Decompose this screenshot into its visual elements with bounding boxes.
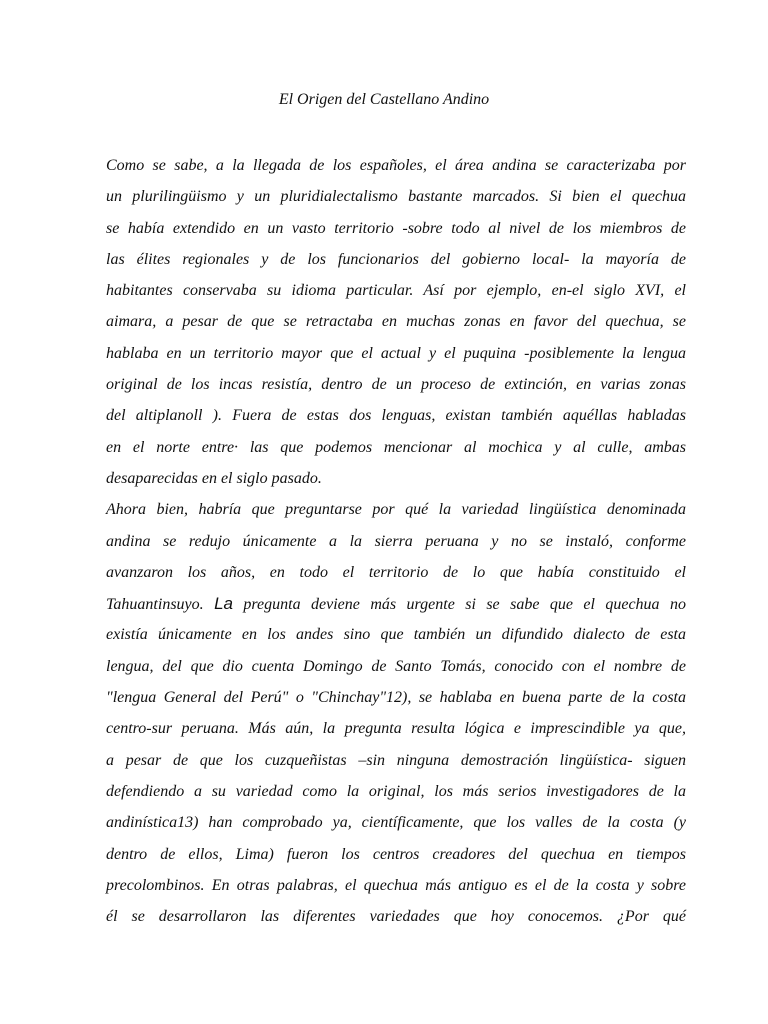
text-line: las élites regionales y de los funcionarios del gobierno local- la mayoría de xyxy=(106,250,686,268)
text-line: "lengua General del Perú" o "Chinchay"12), se hablaba en buena parte de la costa xyxy=(106,689,686,707)
document-body xyxy=(106,150,686,932)
text-line: andinística13) han comprobado ya, científicamente, que los valles de la costa (y xyxy=(106,814,686,832)
text-line: lengua, del que dio cuenta Domingo de Santo Tomás, conocido con el nombre de xyxy=(106,657,686,675)
text-line-mixed xyxy=(106,588,686,619)
text-run: pregunta deviene más urgente si se sabe que el quechua no xyxy=(233,596,686,614)
text-line: andina se redujo únicamente a la sierra peruana y no se instaló, conforme xyxy=(106,532,686,550)
text-line: él se desarrollaron las diferentes variedades que hoy conocemos. ¿Por qué xyxy=(106,908,686,926)
text-line: original de los incas resistía, dentro de un proceso de extinción, en varias zonas xyxy=(106,376,686,394)
text-line: Ahora bien, habría que preguntarse por qué la variedad lingüística denominada xyxy=(106,501,686,519)
text-line: avanzaron los años, en todo el territorio de lo que había constituido el xyxy=(106,563,686,581)
text-line: Como se sabe, a la llegada de los españoles, el área andina se caracterizaba por xyxy=(106,157,686,174)
document-title: El Origen del Castellano Andino xyxy=(278,91,490,108)
text-line: en el norte entre· las que podemos mencionar al mochica y al culle, ambas xyxy=(106,438,686,456)
text-run: Tahuantinsuyo. xyxy=(106,596,215,614)
text-line: a pesar de que los cuzqueñistas –sin ninguna demostración lingüística- siguen xyxy=(106,751,686,769)
text-line: dentro de ellos, Lima) fueron los centros creadores del quechua en tiempos xyxy=(106,845,686,863)
text-line: un plurilingüismo y un pluridialectalismo bastante marcados. Si bien el quechua xyxy=(106,188,686,206)
paragraph-1 xyxy=(106,150,686,494)
text-line: hablaba en un territorio mayor que el actual y el puquina -posiblemente la lengua xyxy=(106,344,686,362)
text-line: existía únicamente en los andes sino que también un difundido dialecto de esta xyxy=(106,626,686,644)
text-line: del altiplanoll ). Fuera de estas dos lenguas, existan también aquéllas habladas xyxy=(106,407,686,425)
text-line: se había extendido en un vasto territorio -sobre todo al nivel de los miembros de xyxy=(106,219,686,237)
text-line: desaparecidas en el siglo pasado. xyxy=(106,469,322,487)
text-line: precolombinos. En otras palabras, el quechua más antiguo es el de la costa y sobre xyxy=(106,876,686,894)
text-run-sans: La xyxy=(214,594,233,614)
text-line: defendiendo a su variedad como la original, los más serios investigadores de la xyxy=(106,782,686,800)
text-line: centro-sur peruana. Más aún, la pregunta resulta lógica e imprescindible ya que, xyxy=(106,720,686,738)
text-line: habitantes conservaba su idioma particular. Así por ejemplo, en-el siglo XVI, el xyxy=(106,282,686,300)
text-line: aimara, a pesar de que se retractaba en muchas zonas en favor del quechua, se xyxy=(106,313,686,331)
paragraph-2 xyxy=(106,494,686,932)
